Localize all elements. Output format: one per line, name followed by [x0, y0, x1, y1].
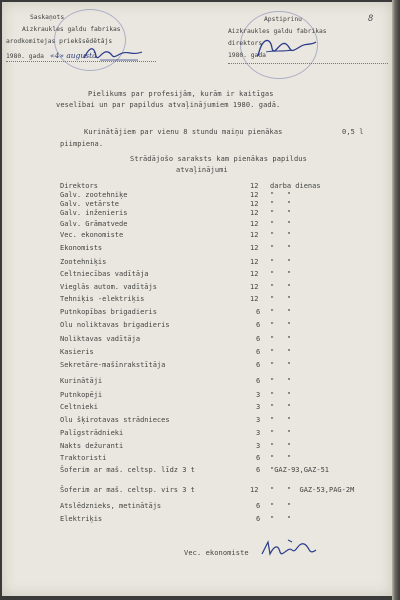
profession-title: Nakts dežuranti — [60, 442, 124, 450]
leave-note: "GAZ-93,GAZ-51 — [270, 466, 330, 474]
leave-note: " " GAZ-53,PAG-2M — [270, 486, 355, 494]
leave-note: " " — [270, 283, 292, 291]
leave-note: " " — [270, 348, 292, 356]
profession-title: Olu noliktavas brigadieris — [60, 321, 170, 329]
list-row — [2, 502, 392, 511]
list-row — [2, 391, 392, 400]
list-row — [2, 209, 392, 218]
leave-note: " " — [270, 270, 292, 278]
extra-leave-days: 12 — [250, 258, 259, 266]
profession-title: Traktoristi — [60, 454, 107, 462]
list-row — [2, 191, 392, 200]
extra-leave-days: 12 — [250, 283, 259, 291]
profession-title: Galv. inženieris — [60, 209, 128, 217]
leave-note: " " — [270, 295, 292, 303]
profession-title: Galv. vetārste — [60, 200, 120, 208]
extra-leave-days: 12 — [250, 270, 259, 278]
list-row — [2, 231, 392, 240]
profession-title: Direktors — [60, 182, 98, 190]
extra-leave-days: 6 — [256, 321, 261, 329]
list-row — [2, 515, 392, 524]
extra-leave-days: 6 — [256, 515, 261, 523]
list-row — [2, 429, 392, 438]
title-line-2: veselībai un par papildus atvaļinājumiem 1980. gadā. — [56, 101, 281, 109]
profession-title: Celtniecības vadītāja — [60, 270, 149, 278]
extra-leave-days: 6 — [256, 348, 261, 356]
extra-leave-days: 12 — [250, 486, 259, 494]
profession-title: Zootehniķis — [60, 258, 107, 266]
profession-title: Putnkopības brigadieris — [60, 308, 157, 316]
extra-leave-days: 12 — [250, 244, 259, 252]
left-header-line-3: arodkomitejas priekšsēdētājs — [6, 38, 113, 45]
profession-title: Kasieris — [60, 348, 94, 356]
list-row — [2, 486, 392, 495]
profession-title: Vieglās autom. vadītājs — [60, 283, 157, 291]
page-number: 8 — [368, 14, 374, 24]
intro-value: 0,5 l — [342, 128, 364, 136]
leave-note: " " — [270, 442, 292, 450]
left-signature-icon — [80, 42, 150, 66]
leave-note: " " — [270, 502, 292, 510]
extra-leave-days: 12 — [250, 182, 259, 190]
list-row — [2, 454, 392, 463]
leave-note: " " — [270, 454, 292, 462]
leave-note: " " — [270, 200, 292, 208]
extra-leave-days: 12 — [250, 191, 259, 199]
right-header-date-label: 1980. gada — [228, 52, 266, 59]
leave-note: " " — [270, 231, 292, 239]
list-row — [2, 335, 392, 344]
profession-title: Sekretāre-mašīnrakstītāja — [60, 361, 166, 369]
leave-note: " " — [270, 244, 292, 252]
list-row — [2, 348, 392, 357]
list-row — [2, 182, 392, 191]
left-header-line-1: Saskaņots — [30, 14, 65, 21]
extra-leave-days: 6 — [256, 308, 261, 316]
left-header-handwritten-date: «4» augustā — [50, 51, 97, 60]
list-row — [2, 258, 392, 267]
list-row — [2, 442, 392, 451]
left-header-date-label: 1980. gada — [6, 53, 44, 60]
document-page — [2, 2, 392, 596]
profession-title: Elektriķis — [60, 515, 103, 523]
list-row — [2, 308, 392, 317]
extra-leave-days: 6 — [256, 377, 261, 385]
list-row — [2, 361, 392, 370]
list-row — [2, 220, 392, 229]
extra-leave-days: 12 — [250, 231, 259, 239]
intro-line-2: piimpiena. — [60, 140, 104, 148]
signature-label: Vec. ekonomiste — [184, 549, 249, 557]
left-header-line-2: Aizkraukles galdu fabrikas — [22, 26, 121, 33]
leave-note: darba dienas — [270, 182, 321, 190]
left-header-underline — [6, 61, 156, 62]
leave-note: " " — [270, 361, 292, 369]
profession-title: Putnkopēji — [60, 391, 103, 399]
extra-leave-days: 3 — [256, 416, 261, 424]
list-row — [2, 283, 392, 292]
leave-note: " " — [270, 377, 292, 385]
profession-title: Noliktavas vadītāja — [60, 335, 141, 343]
extra-leave-days: 6 — [256, 466, 261, 474]
extra-leave-days: 6 — [256, 502, 261, 510]
profession-title: Šoferim ar maš. celtsp. līdz 3 t — [60, 466, 195, 474]
profession-title: Vec. ekonomiste — [60, 231, 124, 239]
profession-title: Šoferim ar maš. celtsp. virs 3 t — [60, 486, 195, 494]
leave-note: " " — [270, 429, 292, 437]
leave-note: " " — [270, 308, 292, 316]
leave-note: " " — [270, 335, 292, 343]
extra-leave-days: 12 — [250, 200, 259, 208]
right-signature-icon — [252, 30, 322, 64]
footer-signature-icon — [258, 536, 322, 562]
extra-leave-days: 6 — [256, 361, 261, 369]
right-header-line-3: direktors — [228, 40, 263, 47]
leave-note: " " — [270, 191, 292, 199]
list-row — [2, 270, 392, 279]
leave-note: " " — [270, 391, 292, 399]
profession-title: Celtnieki — [60, 403, 98, 411]
leave-note: " " — [270, 220, 292, 228]
profession-title: Galv. zootehniķe — [60, 191, 128, 199]
list-row — [2, 295, 392, 304]
list-row — [2, 200, 392, 209]
list-row — [2, 244, 392, 253]
profession-title: Olu šķirotavas strādnieces — [60, 416, 170, 424]
list-row — [2, 416, 392, 425]
right-header-underline — [228, 63, 388, 64]
list-row — [2, 403, 392, 412]
extra-leave-days: 12 — [250, 220, 259, 228]
leave-note: " " — [270, 321, 292, 329]
extra-leave-days: 6 — [256, 454, 261, 462]
profession-title: Ekonomists — [60, 244, 103, 252]
list-row — [2, 321, 392, 330]
intro-line-1: Kurinātājiem par vienu 8 stundu maiņu pienākas — [84, 128, 283, 136]
extra-leave-days: 3 — [256, 391, 261, 399]
title-line-1: Pielikums par profesijām, kurām ir kaitīgas — [88, 90, 274, 98]
right-header-line-2: Aizkraukles galdu fabrikas — [228, 28, 327, 35]
extra-leave-days: 12 — [250, 295, 259, 303]
leave-note: " " — [270, 403, 292, 411]
list-row — [2, 466, 392, 475]
extra-leave-days: 12 — [250, 209, 259, 217]
profession-title: Tehniķis -elektriķis — [60, 295, 145, 303]
extra-leave-days: 3 — [256, 442, 261, 450]
profession-title: Galv. Grāmatvede — [60, 220, 128, 228]
list-heading-2: atvaļinājumi — [176, 166, 228, 174]
leave-note: " " — [270, 258, 292, 266]
profession-title: Palīgstrādnieki — [60, 429, 124, 437]
leave-note: " " — [270, 515, 292, 523]
profession-title: Kurinātāji — [60, 377, 103, 385]
leave-note: " " — [270, 209, 292, 217]
extra-leave-days: 3 — [256, 403, 261, 411]
list-heading-1: Strādājošo saraksts kam pienākas papildus — [130, 155, 307, 163]
leave-note: " " — [270, 416, 292, 424]
extra-leave-days: 3 — [256, 429, 261, 437]
extra-leave-days: 6 — [256, 335, 261, 343]
right-header-line-1: Apstiprinu — [264, 16, 302, 23]
profession-title: Atslēdznieks, metinātājs — [60, 502, 162, 510]
page-edge-shadow — [392, 0, 400, 600]
list-row — [2, 377, 392, 386]
